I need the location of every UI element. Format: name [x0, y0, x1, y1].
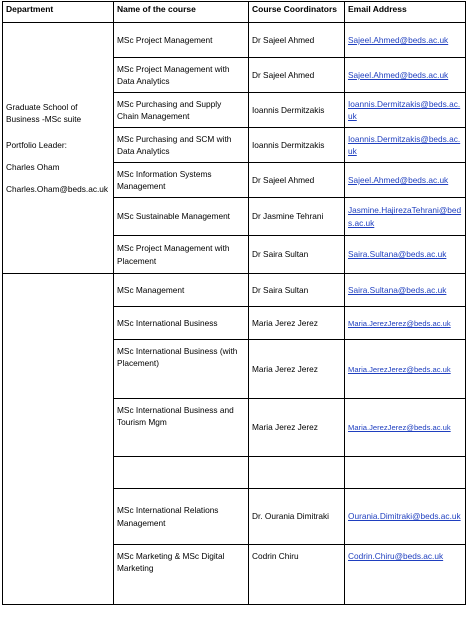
- coordinator-email-link[interactable]: Sajeel.Ahmed@beds.ac.uk: [348, 174, 449, 185]
- course-name: MSc Information Systems Management: [114, 163, 249, 198]
- department-name-line1: Graduate School of: [6, 101, 78, 112]
- coordinator-name: Dr Saira Sultan: [249, 236, 345, 274]
- portfolio-leader-label: Portfolio Leader:: [6, 139, 67, 150]
- course-name: MSc Purchasing and SCM with Data Analytics: [114, 128, 249, 163]
- coordinator-email-link[interactable]: Maria.JerezJerez@beds.ac.uk: [348, 364, 451, 374]
- header-course: Name of the course: [114, 2, 249, 23]
- coordinator-name: Codrin Chiru: [249, 545, 345, 605]
- coordinator-name: Dr Sajeel Ahmed: [249, 58, 345, 93]
- coordinator-email-link[interactable]: Saira.Sultana@beds.ac.uk: [348, 249, 447, 260]
- coordinator-email-link[interactable]: Maria.JerezJerez@beds.ac.uk: [348, 423, 451, 433]
- header-row: [3, 2, 466, 23]
- coordinator-email-link[interactable]: Maria.JerezJerez@beds.ac.uk: [348, 318, 451, 328]
- coordinator-name: Dr Jasmine Tehrani: [249, 198, 345, 236]
- coordinator-name: Maria Jerez Jerez: [249, 307, 345, 340]
- course-name: MSc Project Management with Data Analytics: [114, 58, 249, 93]
- course-name: MSc Sustainable Management: [114, 198, 249, 236]
- course-name: MSc International Business (with Placement): [114, 340, 249, 399]
- coordinator-email-link[interactable]: Ioannis.Dermitzakis@beds.ac.uk: [348, 98, 461, 121]
- coordinator-email-link[interactable]: Saira.Sultana@beds.ac.uk: [348, 284, 447, 295]
- course-name: MSc Purchasing and Supply Chain Management: [114, 93, 249, 128]
- coordinator-email-link[interactable]: Ioannis.Dermitzakis@beds.ac.uk: [348, 133, 461, 156]
- course-name: MSc Project Management with Placement: [114, 236, 249, 274]
- coordinator-name: Dr Saira Sultan: [249, 274, 345, 307]
- coordinator-name: Ioannis Dermitzakis: [249, 93, 345, 128]
- table-row: [3, 23, 466, 58]
- course-name: MSc International Business: [114, 307, 249, 340]
- coordinator-email-link[interactable]: Codrin.Chiru@beds.ac.uk: [348, 551, 444, 561]
- table-row: [3, 274, 466, 307]
- coordinator-email-link[interactable]: Ourania.Dimitraki@beds.ac.uk: [348, 511, 461, 522]
- department-cell: [3, 23, 114, 274]
- coordinator-name: Maria Jerez Jerez: [249, 340, 345, 399]
- coordinator-name: Dr. Ourania Dimitraki: [249, 489, 345, 545]
- email-cell-empty: [345, 457, 466, 489]
- coordinator-name: Dr Sajeel Ahmed: [249, 23, 345, 58]
- course-name: MSc Project Management: [114, 23, 249, 58]
- coordinator-email-link[interactable]: Jasmine.HajirezaTehrani@beds.ac.uk: [348, 205, 462, 228]
- header-coordinators: Course Coordinators: [249, 2, 345, 23]
- header-email: Email Address: [345, 2, 466, 23]
- course-name: MSc International Business and Tourism Mgm: [114, 399, 249, 457]
- header-department: Department: [3, 2, 114, 23]
- course-name: [114, 457, 249, 489]
- course-name: MSc International Relations Management: [114, 489, 249, 545]
- course-name: MSc Management: [114, 274, 249, 307]
- portfolio-leader-email: Charles.Oham@beds.ac.uk: [6, 184, 109, 195]
- coordinator-name: [249, 457, 345, 489]
- coordinator-email-link[interactable]: Sajeel.Ahmed@beds.ac.uk: [348, 34, 449, 45]
- coordinator-name: Dr Sajeel Ahmed: [249, 163, 345, 198]
- courses-table: [2, 1, 466, 605]
- coordinator-email-link[interactable]: Sajeel.Ahmed@beds.ac.uk: [348, 69, 449, 80]
- course-name: MSc Marketing & MSc Digital Marketing: [114, 545, 249, 605]
- portfolio-leader-name: Charles Oham: [6, 162, 60, 172]
- coordinator-name: Maria Jerez Jerez: [249, 399, 345, 457]
- department-cell-empty: [3, 274, 114, 605]
- coordinator-name: Ioannis Dermitzakis: [249, 128, 345, 163]
- department-name-line2: Business -MSc suite: [6, 113, 82, 124]
